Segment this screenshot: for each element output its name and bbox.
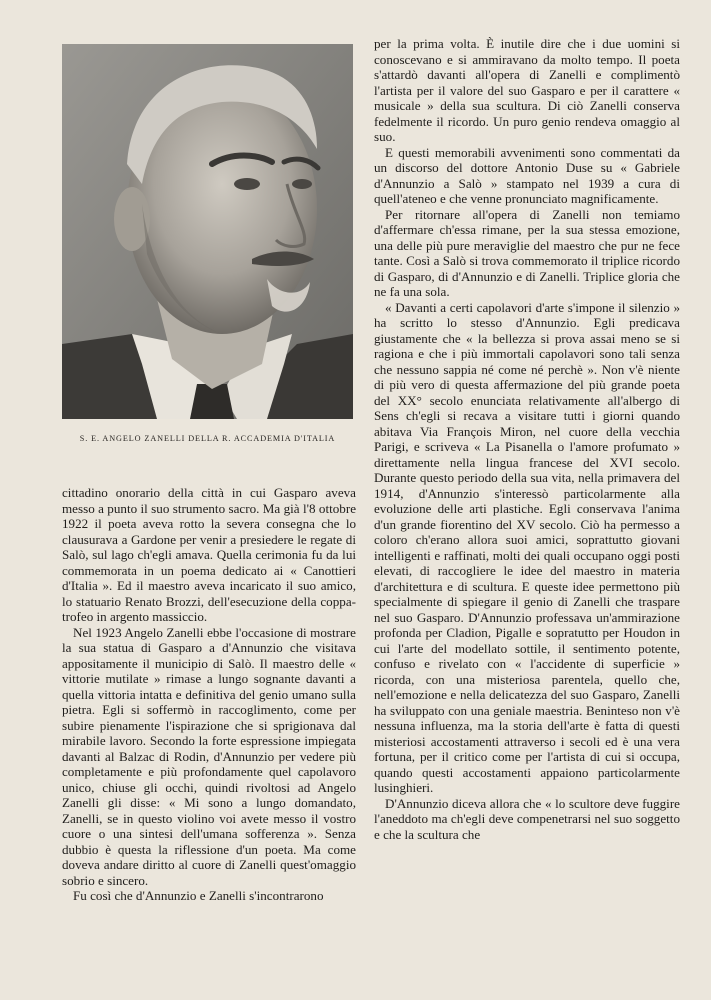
paragraph: D'Annunzio diceva allora che « lo scultore deve fuggire l'aneddoto ma ch'egli deve compenetrarsi nel suo soggetto e che la scultura che — [374, 795, 680, 842]
portrait-photo — [62, 44, 353, 419]
paragraph: « Davanti a certi capolavori d'arte s'impone il silenzio » ha scritto lo stesso d'Annunzio. Egli predicava giustamente che « la bellezza si prova assai meno se si ragiona e che i più immortali capolavori sono tali senza che nessuno sappia né come né perchè ». Non v'è niente di più vero di questa affermazione del più grande poeta del XX° secolo enunciata relativamente all'albergo di Sens ch'egli si recava a visitare tutti i giorni quando abitava Via François Miron, nel cuore della vecchia Parigi, e scriveva « La Pisanella o l'amore profumato » direttamente nella lingua francese del XVI secolo. Durante questo periodo della sua vita, nella primavera del 1914, d'Annunzio s'interessò particolarmente alla evoluzione delle arti plastiche. Egli conservava l'anima d'un grande fiorentino del XV secolo. Ciò ha permesso a coloro ch'erano allora suoi amici, soprattutto giovani intelligenti e raffinati, molti dei quali occupano oggi posti elevati, di raccogliere le idee del maestro in materia d'architettura e di scultura. E queste idee permettono più specialmente di spiegare il genio di Zanelli che traspare nel suo Gasparo. D'Annunzio professava un'ammirazione profonda per Cladion, Pigalle e sopratutto per Houdon in cui l'arte del modellato sottile, il sentimento potente, confuso e rivelato con « l'accidente di superficie » ricorda, con una misteriosa parentela, quello che, nell'emozione e nella delicatezza del suo Gasparo, Zanelli ha sviluppato con una geniale maestria. Beninteso non v'è nessuna influenza, ma la storia dell'arte è fatta di questi misteriosi accostamenti attraverso i secoli ed è una vera fortuna, per il critico come per l'artista di cui si occupa, quando questi accostamenti appaiono particolarmente lusinghieri. — [374, 299, 680, 795]
left-text-column — [62, 485, 356, 904]
photo-caption: S. E. ANGELO ZANELLI DELLA R. ACCADEMIA D'ITALIA — [79, 434, 336, 443]
paragraph: Fu così che d'Annunzio e Zanelli s'incontrarono — [73, 888, 324, 903]
paragraph: per la prima volta. È inutile dire che i due uomini si conoscevano e si ammiravano da molto tempo. Il poeta s'attardò davanti all'opera di Zanelli e complimentò l'artista per il valore del suo Gasparo e per il carattere « musicale » della sua scultura. Di ciò Zanelli conserva fedelmente il ricordo. Un puro genio rendeva omaggio al suo. — [374, 36, 680, 144]
portrait-illustration — [62, 44, 353, 419]
paragraph: E questi memorabili avvenimenti sono commentati da un discorso del dottore Antonio Duse su « Gabriele d'Annunzio a Salò » stampato nel 1939 a cura di quell'ateneo e che venne pronunciato magnificamente. — [374, 144, 680, 206]
paragraph: Nel 1923 Angelo Zanelli ebbe l'occasione di mostrare la sua statua di Gasparo a d'Annunzio che visitava appositamente il municipio di Salò. Il maestro delle « vittorie mutilate » rimase a lungo sognante davanti a quella vittoria intatta e definitiva del genio umano sulla pietra. Egli si soffermò in raccoglimento, come per subire pienamente l'ispirazione che si sprigionava dal mirabile lavoro. Secondo la forte espressione impiegata davanti al Balzac di Rodin, d'Annunzio per vedere più completamente e più profondamente quel capolavoro unico, chiuse gli occhi, quindi rivoltosi ad Angelo Zanelli gli disse: « Mi sono a lungo domandato, Zanelli, se in questo violino voi avete messo il vostro cuore o una sintesi dell'umana sofferenza ». Senza dubbio è questa la riflessione d'un poeta. Ma come doveva andare diritto al cuore di Zanelli quest'omaggio sobrio e sincero. — [62, 624, 356, 888]
paragraph: cittadino onorario della città in cui Gasparo aveva messo a punto il suo strumento sacro. Ma già l'8 ottobre 1922 il poeta aveva rotto la severa consegna che lo clausurava a Gardone per venir a presiedere le regate di Salò, sul lago ch'egli amava. Quella cerimonia fu da lui commemorata in un poema dedicato ai « Canottieri d'Italia ». Ed il maestro aveva incaricato il suo amico, lo statuario Renato Brozzi, dell'esecuzione della coppa-trofeo in argento massiccio. — [62, 485, 356, 624]
paragraph: Per ritornare all'opera di Zanelli non temiamo d'affermare ch'essa rimane, per la sua stessa emozione, una delle più pure meraviglie del maestro che pur ne fece tante. Così a Salò si trova commemorato il triplice ricordo di Gasparo, di d'Annunzio e di Zanelli. Triplice gloria che ne fa una sola. — [374, 206, 680, 299]
right-text-column — [374, 36, 680, 842]
